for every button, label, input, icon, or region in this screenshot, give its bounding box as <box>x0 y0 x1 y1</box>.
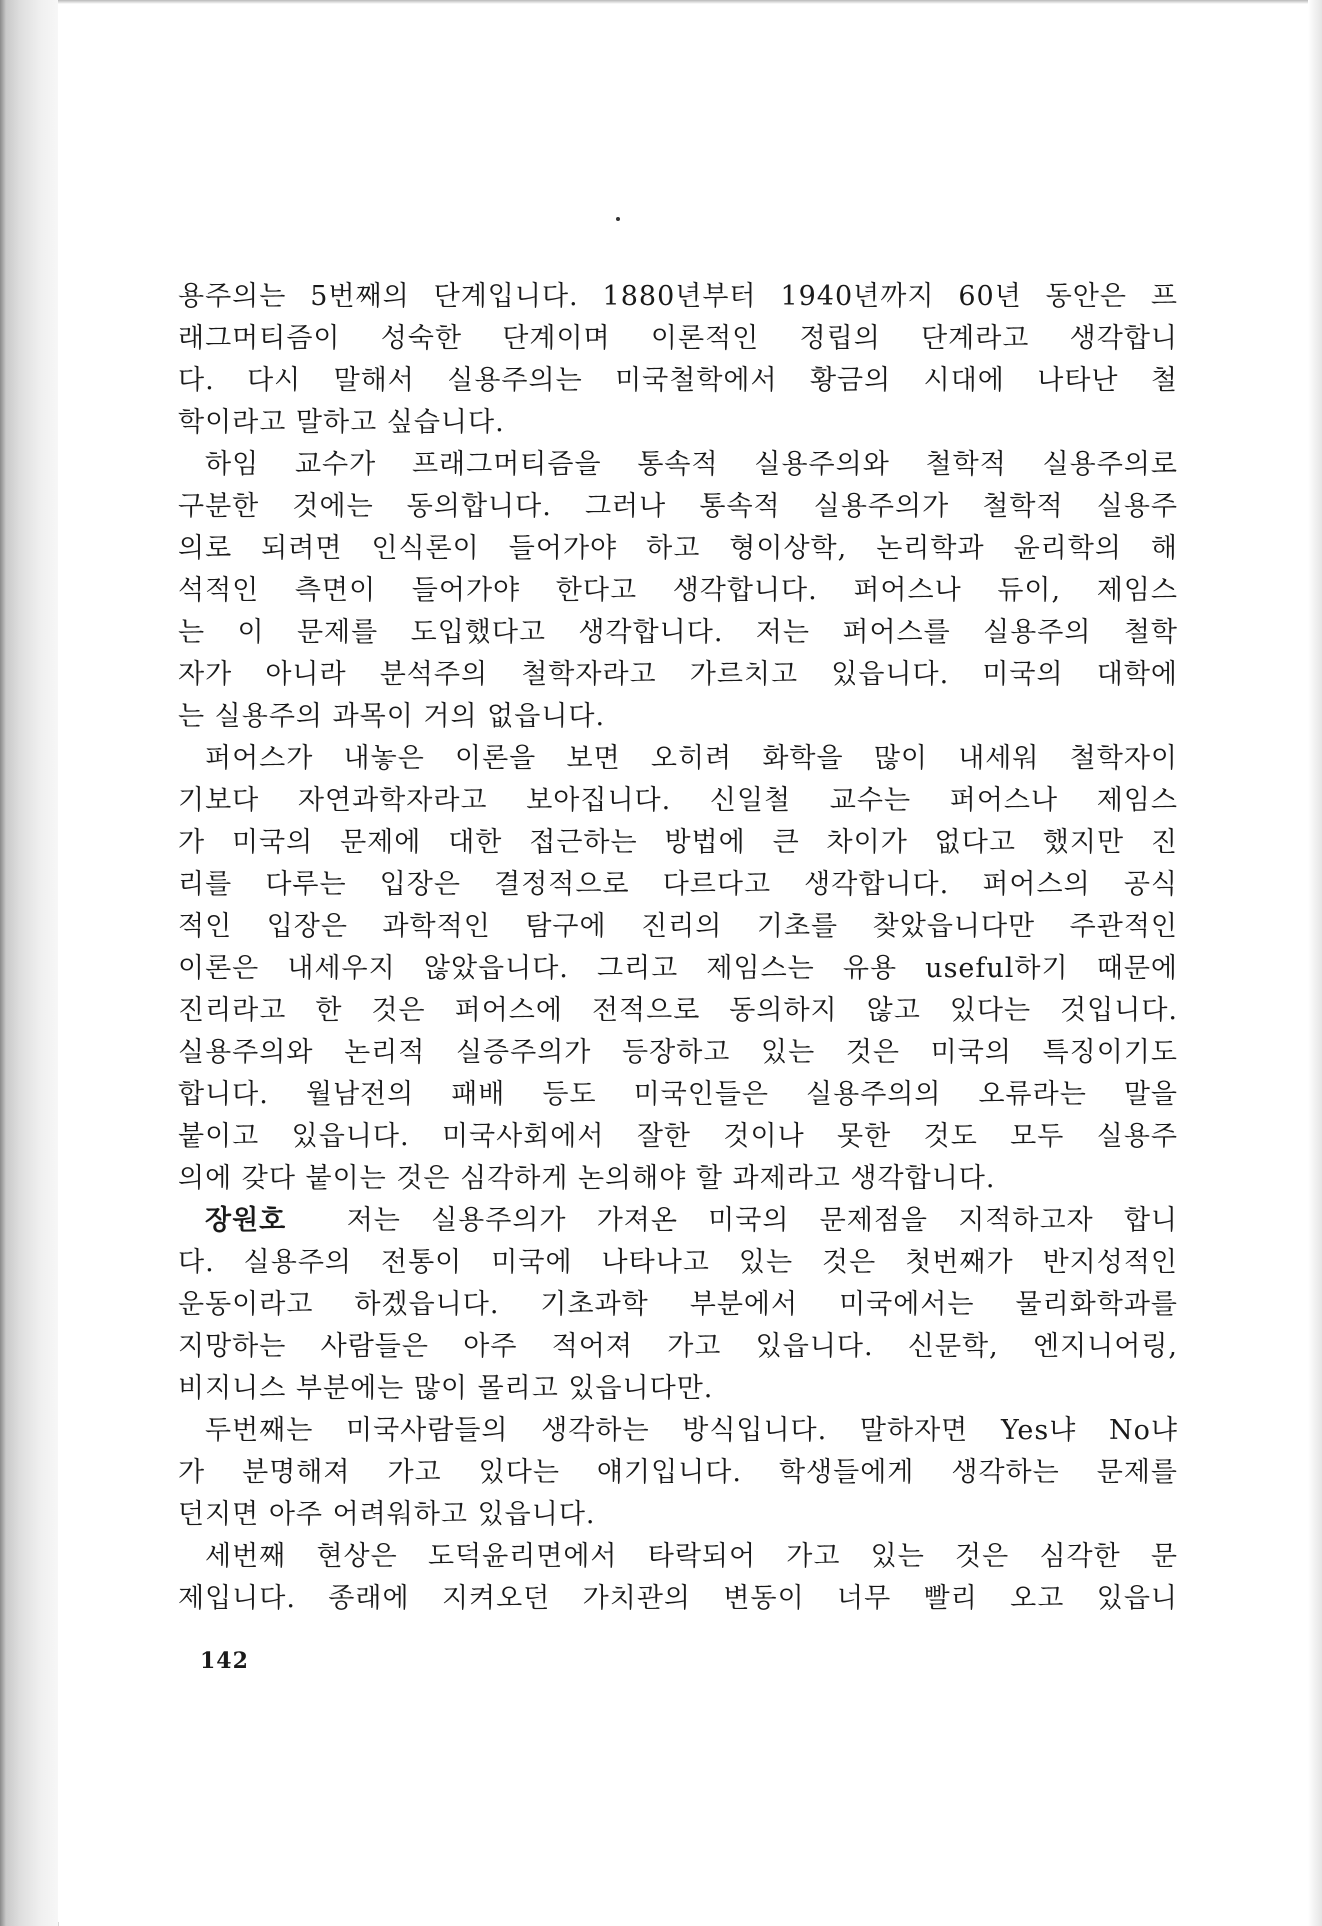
text-line: 지망하는 사람들은 아주 적어져 가고 있읍니다. 신문학, 엔지니어링, <box>178 1331 1178 1362</box>
speaker-text <box>286 1205 346 1236</box>
text-line: 적인 입장은 과학적인 탐구에 진리의 기초를 찾았읍니다만 주관적인 <box>178 911 1178 942</box>
text-line: 두번째는 미국사람들의 생각하는 방식입니다. 말하자면 Yes냐 No냐 <box>205 1415 1178 1446</box>
page-number: 142 <box>200 1648 249 1674</box>
text-line: 운동이라고 하겠읍니다. 기초과학 부분에서 미국에서는 물리화학과를 <box>178 1289 1178 1320</box>
text-line: 가 분명해져 가고 있다는 얘기입니다. 학생들에게 생각하는 문제를 <box>178 1457 1178 1488</box>
text-line: 용주의는 5번째의 단계입니다. 1880년부터 1940년까지 60년 동안은 프 <box>178 281 1178 312</box>
text-line: 래그머티즘이 성숙한 단계이며 이론적인 정립의 단계라고 생각합니 <box>178 323 1178 354</box>
text-line: 기보다 자연과학자라고 보아집니다. 신일철 교수는 퍼어스나 제임스 <box>178 785 1178 816</box>
text-line: 퍼어스가 내놓은 이론을 보면 오히려 화학을 많이 내세워 철학자이 <box>205 743 1178 774</box>
text-line: 자가 아니라 분석주의 철학자라고 가르치고 있읍니다. 미국의 대학에 <box>178 659 1178 690</box>
text-line: 세번째 현상은 도덕윤리면에서 타락되어 가고 있는 것은 심각한 문 <box>205 1541 1178 1572</box>
text-line: 의에 갖다 붙이는 것은 심각하게 논의해야 할 과제라고 생각합니다. <box>178 1163 996 1194</box>
speaker-text: 저는 실용주의가 가져온 미국의 문제점을 지적하고자 합니 <box>346 1205 1178 1236</box>
text-line: 던지면 아주 어려워하고 있읍니다. <box>178 1499 596 1530</box>
text-line: 학이라고 말하고 싶습니다. <box>178 407 505 438</box>
text-line: 다. 다시 말해서 실용주의는 미국철학에서 황금의 시대에 나타난 철 <box>178 365 1178 396</box>
page-speck <box>616 217 620 221</box>
speaker-name: 장원호 <box>205 1205 287 1236</box>
text-line: 이론은 내세우지 않았읍니다. 그리고 제임스는 유용 useful하기 때문에 <box>178 953 1178 984</box>
text-line: 는 실용주의 과목이 거의 없읍니다. <box>178 701 606 732</box>
page-body-text <box>178 276 1178 1620</box>
text-line: 구분한 것에는 동의합니다. 그러나 통속적 실용주의가 철학적 실용주 <box>178 491 1178 522</box>
text-line: 리를 다루는 입장은 결정적으로 다르다고 생각합니다. 퍼어스의 공식 <box>178 869 1178 900</box>
text-line: 석적인 측면이 들어가야 한다고 생각합니다. 퍼어스나 듀이, 제임스 <box>178 575 1178 606</box>
text-line: 합니다. 월남전의 패배 등도 미국인들은 실용주의의 오류라는 말을 <box>178 1079 1178 1110</box>
text-line <box>178 1200 1178 1242</box>
text-line: 진리라고 한 것은 퍼어스에 전적으로 동의하지 않고 있다는 것입니다. <box>178 995 1178 1026</box>
text-line: 비지니스 부분에는 많이 몰리고 있읍니다만. <box>178 1373 714 1404</box>
text-line: 는 이 문제를 도입했다고 생각합니다. 저는 퍼어스를 실용주의 철학 <box>178 617 1178 648</box>
text-line: 제입니다. 종래에 지켜오던 가치관의 변동이 너무 빨리 오고 있읍니 <box>178 1583 1178 1614</box>
text-line: 가 미국의 문제에 대한 접근하는 방법에 큰 차이가 없다고 했지만 진 <box>178 827 1178 858</box>
text-line: 하임 교수가 프래그머티즘을 통속적 실용주의와 철학적 실용주의로 <box>205 449 1178 480</box>
text-line: 실용주의와 논리적 실증주의가 등장하고 있는 것은 미국의 특징이기도 <box>178 1037 1178 1068</box>
page-right-shadow <box>1308 0 1322 1926</box>
text-line: 의로 되려면 인식론이 들어가야 하고 형이상학, 논리학과 윤리학의 해 <box>178 533 1178 564</box>
text-line: 다. 실용주의 전통이 미국에 나타나고 있는 것은 첫번째가 반지성적인 <box>178 1247 1178 1278</box>
book-spine-edge <box>0 0 59 1926</box>
text-line: 붙이고 있읍니다. 미국사회에서 잘한 것이나 못한 것도 모두 실용주 <box>178 1121 1178 1152</box>
